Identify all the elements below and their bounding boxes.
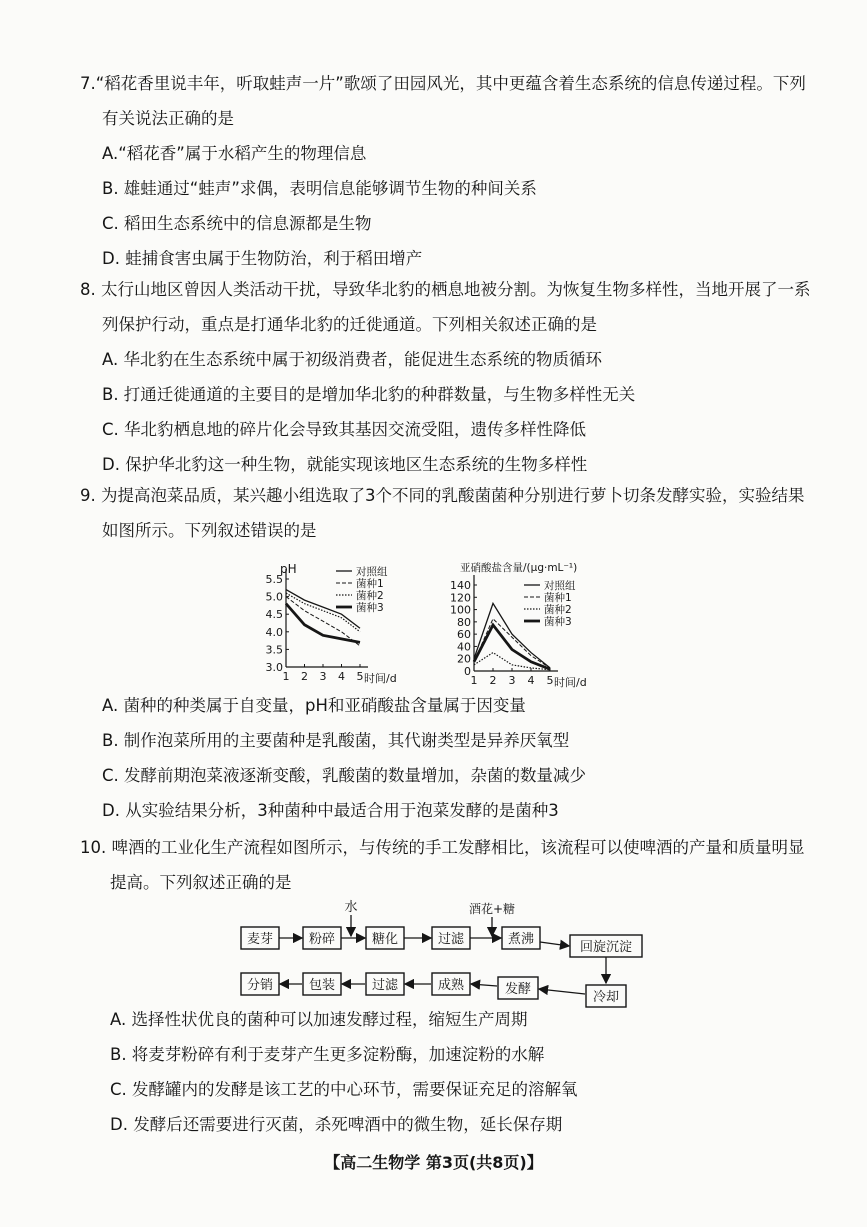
x-tick-label: 1 xyxy=(282,670,290,683)
x-tick-label: 1 xyxy=(470,674,478,687)
series-line-2 xyxy=(286,597,360,646)
flow-label: 麦芽 xyxy=(246,932,274,947)
series-line-1 xyxy=(474,603,550,668)
y-tick-label: 5.5 xyxy=(265,573,283,586)
flow-input-hops: 酒花+糖 xyxy=(468,902,516,916)
y-tick-label: 0 xyxy=(464,665,471,678)
series-line-3 xyxy=(474,653,550,670)
option-a: A. 菌种的种类属于自变量，pH和亚硝酸盐含量属于因变量 xyxy=(102,696,526,715)
flow-label: 回旋沉淀 xyxy=(579,940,633,955)
y-tick-label: 100 xyxy=(450,603,471,617)
y-tick-label: 60 xyxy=(457,628,471,642)
flow-label: 糖化 xyxy=(371,932,399,947)
legend-label: 菌种1 xyxy=(544,592,572,604)
legend-label: 菌种3 xyxy=(544,616,572,628)
flow-label: 发酵 xyxy=(504,982,532,997)
flow-label: 成熟 xyxy=(437,978,465,993)
option-d: D. 保护华北豹这一种生物，就能实现该地区生态系统的生物多样性 xyxy=(102,455,588,474)
flow-label: 煮沸 xyxy=(507,932,535,947)
x-tick-label: 3 xyxy=(319,670,327,683)
question-stem: 8. 太行山地区曾因人类活动干扰，导致华北豹的栖息地被分割。为恢复生物多样性，当地开展了一系列保护行动，重点是打通华北豹的迁徙通道。下列相关叙述正确的是 xyxy=(80,280,811,334)
option-d: D. 从实验结果分析，3种菌种中最适合用于泡菜发酵的是菌种3 xyxy=(102,801,559,820)
flow-input-water: 水 xyxy=(344,900,358,915)
y-tick-label: 80 xyxy=(457,615,471,629)
flow-label: 分销 xyxy=(246,978,274,993)
x-tick-label: 2 xyxy=(301,670,308,683)
option-b: B. 制作泡菜所用的主要菌种是乳酸菌，其代谢类型是异养厌氧型 xyxy=(102,731,570,750)
x-tick-label: 4 xyxy=(338,670,345,683)
question-10-options xyxy=(80,1002,820,1142)
option-d: D. 蛙捕食害虫属于生物防治，利于稻田增产 xyxy=(102,249,423,268)
flow-label: 粉碎 xyxy=(308,932,336,947)
flow-label: 包装 xyxy=(308,978,336,993)
option-a: A. 华北豹在生态系统中属于初级消费者，能促进生态系统的物质循环 xyxy=(102,350,602,369)
x-axis-label: 时间/d xyxy=(554,676,587,689)
flowchart-svg xyxy=(0,897,867,1017)
option-b: B. 打通迁徙通道的主要目的是增加华北豹的种群数量，与生物多样性无关 xyxy=(102,385,636,404)
question-stem: 10. 啤酒的工业化生产流程如图所示，与传统的手工发酵相比，该流程可以使啤酒的产量和质量明显提高。下列叙述正确的是 xyxy=(80,838,805,892)
legend-label: 菌种2 xyxy=(544,604,572,616)
page-footer: 【高二生物学 第3页(共8页)】 xyxy=(324,1153,543,1172)
y-tick-label: 4.5 xyxy=(265,608,283,622)
x-tick-label: 4 xyxy=(527,674,535,687)
x-tick-label: 5 xyxy=(356,670,364,683)
flow-label: 过滤 xyxy=(371,978,399,993)
flow-row1 xyxy=(241,927,642,957)
y-tick-label: 120 xyxy=(450,591,471,605)
option-a: A. 选择性状优良的菌种可以加速发酵过程，缩短生产周期 xyxy=(110,1010,528,1029)
option-c: C. 华北豹栖息地的碎片化会导致其基因交流受阻，遗传多样性降低 xyxy=(102,420,587,439)
y-axis-label: 亚硝酸盐含量/(μg·mL⁻¹) xyxy=(460,562,578,574)
y-tick-label: 4.0 xyxy=(265,625,283,639)
option-d: D. 发酵后还需要进行灭菌，杀死啤酒中的微生物，延长保存期 xyxy=(110,1115,563,1134)
flow-label: 过滤 xyxy=(437,932,465,947)
y-tick-label: 3.0 xyxy=(265,661,283,674)
y-tick-label: 20 xyxy=(457,652,471,666)
y-tick-label: 5.0 xyxy=(265,590,283,604)
x-tick-label: 3 xyxy=(508,674,516,687)
legend-label: 对照组 xyxy=(356,566,388,578)
option-b: B. 雄蛙通过“蛙声”求偶，表明信息能够调节生物的种间关系 xyxy=(102,179,537,198)
option-c: C. 发酵前期泡菜液逐渐变酸，乳酸菌的数量增加，杂菌的数量减少 xyxy=(102,766,587,785)
series-line-3 xyxy=(286,593,360,632)
beer-process-flowchart xyxy=(0,897,867,1017)
legend-label: 对照组 xyxy=(544,580,576,592)
question-7 xyxy=(80,66,820,276)
option-c: C. 发酵罐内的发酵是该工艺的中心环节，需要保证充足的溶解氧 xyxy=(110,1080,578,1099)
question-stem: 7.“稻花香里说丰年，听取蛙声一片”歌颂了田园风光，其中更蕴含着生态系统的信息传递过程。下列有关说法正确的是 xyxy=(80,74,806,128)
option-a: A.“稻花香”属于水稻产生的物理信息 xyxy=(102,144,367,163)
question-stem: 9. 为提高泡菜品质，某兴趣小组选取了3个不同的乳酸菌菌种分别进行萝卜切条发酵实验，实验结果如图所示。下列叙述错误的是 xyxy=(80,486,805,540)
legend-label: 菌种1 xyxy=(356,578,384,590)
series-line-4 xyxy=(474,625,550,669)
option-b: B. 将麦芽粉碎有利于麦芽产生更多淀粉酶，加速淀粉的水解 xyxy=(110,1045,545,1064)
ph-chart xyxy=(0,553,867,693)
y-tick-label: 3.5 xyxy=(265,643,283,657)
q9-figures xyxy=(0,553,867,693)
y-tick-label: 40 xyxy=(457,640,471,654)
x-axis-label: 时间/d xyxy=(364,672,397,685)
flow-label: 冷却 xyxy=(592,990,620,1005)
x-tick-label: 2 xyxy=(489,674,497,687)
question-8 xyxy=(80,272,820,482)
y-tick-label: 140 xyxy=(450,579,471,592)
question-10 xyxy=(80,830,820,900)
option-c: C. 稻田生态系统中的信息源都是生物 xyxy=(102,214,372,233)
legend-label: 菌种2 xyxy=(356,590,384,602)
y-axis-label: pH xyxy=(280,562,297,576)
x-tick-label: 5 xyxy=(546,674,554,687)
legend-label: 菌种3 xyxy=(356,602,384,614)
